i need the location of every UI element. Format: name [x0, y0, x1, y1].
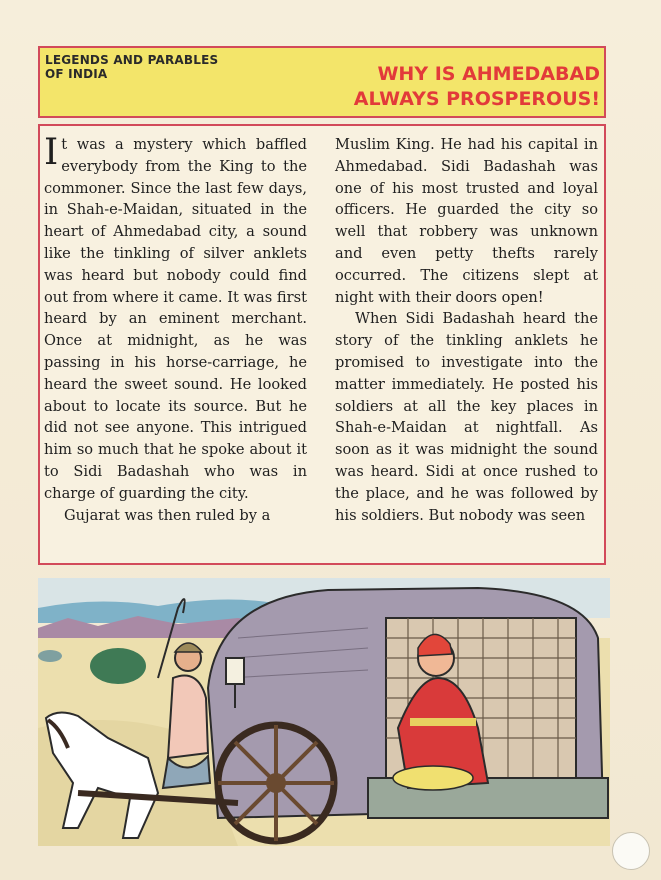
paragraph-1: [44, 134, 307, 505]
driver-body: [168, 676, 208, 759]
paragraph-2: Gujarat was then ruled by a: [64, 506, 271, 524]
text-column-right: [335, 134, 598, 526]
watermark-badge: [612, 832, 650, 870]
story-title-line-2: ALWAYS PROSPEROUS!: [353, 88, 600, 110]
series-title: [45, 53, 218, 81]
story-text-box: [38, 124, 606, 565]
passenger-sash: [410, 718, 476, 726]
story-title: [354, 62, 600, 112]
story-title-line-1: WHY IS AHMEDABAD: [377, 63, 600, 85]
passenger-trousers: [393, 766, 473, 790]
paragraph-3: Muslim King. He had his capital in Ahmedabad. Sidi Badashah was one of his most trusted and loyal officers. He guarded the city so well that robbery was unknown and even petty thefts rarely occurred. The citizens slept at night with their doors open!: [335, 136, 598, 306]
series-title-line-2: OF INDIA: [45, 67, 108, 81]
paragraph-4: When Sidi Badashah heard the story of the tinkling anklets he promised to investigate into the matter immediately. He posted his soldiers at all the key places in Shah-e-Maidan at nightfall. As soon as it was midnight the sound was heard. Sidi at once rushed to the place, and he was followed by his soldiers. But nobody was seen: [335, 310, 598, 524]
bush: [90, 648, 146, 684]
lantern: [226, 658, 244, 684]
drop-cap: I: [44, 132, 59, 173]
paragraph-1-text: t was a mystery which baffled everybody from the King to the commoner. Since the last few days, in Shah-e-Maidan, situated in the heart of Ahmedabad city, a sound like the tinkling of silver anklets was heard but nobody could find out from where it came. It was first heard by an eminent merchant. Once at midnight, as he was passing in his horse-carriage, he heard the sweet sound. He looked about to locate its source. But he did not see anyone. This intrigued him so much that he spoke about it to Sidi Badashah who was in charge of guarding the city.: [44, 136, 307, 502]
header-banner: [38, 46, 606, 118]
rock: [38, 650, 62, 662]
series-title-line-1: LEGENDS AND PARABLES: [45, 53, 219, 67]
wheel-hub: [266, 773, 286, 793]
text-column-left: [44, 134, 307, 526]
carriage-illustration: [38, 578, 610, 846]
